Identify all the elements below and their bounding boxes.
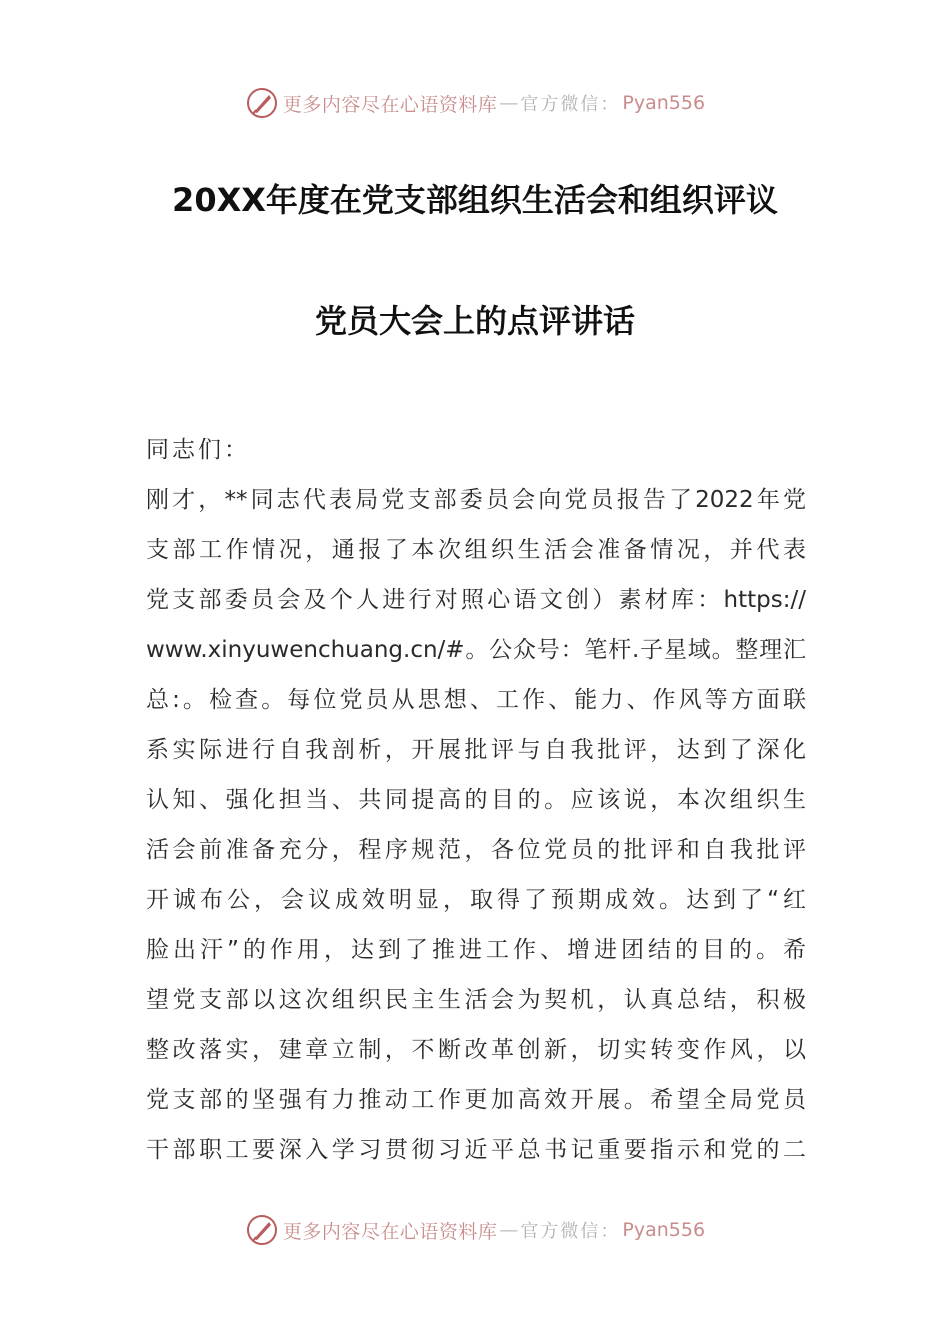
watermark-text: 更多内容尽在心语资料库 bbox=[282, 93, 498, 116]
watermark-official-label: 官方微信： bbox=[520, 94, 621, 115]
document-body bbox=[146, 428, 806, 1178]
watermark-wechat-id: Pyan556 bbox=[622, 92, 706, 114]
body-line: 支部工作情况，通报了本次组织生活会准备情况，并代表 bbox=[146, 537, 806, 563]
body-line: 开诚布公，会议成效明显，取得了预期成效。达到了“红 bbox=[146, 887, 806, 913]
body-line: 活会前准备充分，程序规范，各位党员的批评和自我批评 bbox=[146, 837, 806, 863]
salutation: 同志们： bbox=[146, 437, 250, 463]
watermark-dash: — bbox=[499, 92, 519, 114]
quill-logo-icon bbox=[245, 86, 279, 120]
body-line: 党支部的坚强有力推动工作更加高效开展。希望全局党员 bbox=[146, 1087, 806, 1113]
body-line: 认知、强化担当、共同提高的目的。应该说，本次组织生 bbox=[146, 787, 806, 813]
body-line: www.xinyuwenchuang.cn/#。公众号：笔杆.子星域。整理汇 bbox=[146, 637, 806, 663]
body-line: 脸出汗”的作用，达到了推进工作、增进团结的目的。希 bbox=[146, 937, 806, 963]
watermark-wechat-id: Pyan556 bbox=[622, 1219, 706, 1241]
body-line: 系实际进行自我剖析，开展批评与自我批评，达到了深化 bbox=[146, 737, 806, 763]
header-watermark bbox=[0, 83, 950, 123]
body-line: 整改落实，建章立制，不断改革创新，切实转变作风，以 bbox=[146, 1037, 806, 1063]
body-line: 总:。检查。每位党员从思想、工作、能力、作风等方面联 bbox=[146, 687, 806, 713]
body-line: 干部职工要深入学习贯彻习近平总书记重要指示和党的二 bbox=[146, 1137, 806, 1163]
body-line: 刚才，**同志代表局党支部委员会向党员报告了2022年党 bbox=[146, 487, 806, 513]
watermark-text: 更多内容尽在心语资料库 bbox=[282, 1220, 498, 1243]
quill-logo-icon bbox=[245, 1213, 279, 1247]
body-line: 党支部委员会及个人进行对照心语文创）素材库：https:// bbox=[146, 587, 806, 613]
watermark-dash: — bbox=[499, 1219, 519, 1241]
document-title-line-1: 20XX年度在党支部组织生活会和组织评议 bbox=[172, 181, 778, 219]
body-line: 望党支部以这次组织民主生活会为契机，认真总结，积极 bbox=[146, 987, 806, 1013]
footer-watermark bbox=[0, 1210, 950, 1250]
watermark-official-label: 官方微信： bbox=[520, 1221, 621, 1242]
document-title-line-2: 党员大会上的点评讲话 bbox=[314, 302, 635, 340]
